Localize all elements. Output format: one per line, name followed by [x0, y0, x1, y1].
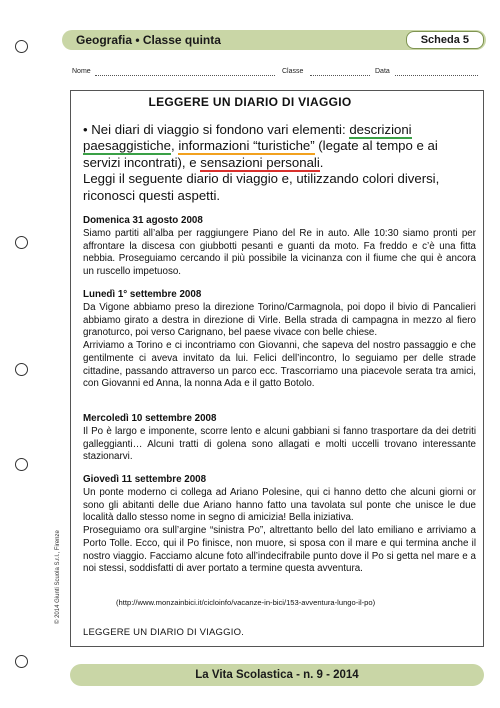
instructions [83, 122, 478, 204]
entry-text [83, 302, 476, 391]
binder-hole [15, 655, 28, 668]
sensazioni-highlight: sensazioni personali [200, 154, 320, 170]
entry-paragraph: Un ponte moderno ci collega ad Ariano Polesine, qui ci hanno detto che alcuni giorni or sono gli abitanti delle due Ariano hanno fatto una tavolata sul ponte che unisce le due località dallo stesso nome in segno di amicizia! Bella iniziativa. [83, 487, 476, 524]
entry-text [83, 487, 476, 576]
footer-bar: La Vita Scolastica - n. 9 - 2014 [70, 664, 484, 686]
entry-text [83, 228, 476, 279]
date-label: Data [375, 68, 390, 75]
class-label: Classe [282, 68, 304, 75]
header-bar [62, 30, 486, 50]
entry-paragraph: Arriviamo a Torino e ci incontriamo con Giovanni, che sapeva del nostro passaggio e che gentilmente ci aveva invitato da lui. Felici dell’incontro, lo seguiamo per delle strade cittadine, passando attraverso un parco ecc. Trascorriamo una piacevole serata tra amici, con Giovanni ed Anna, la nonna Ada e il gatto Botolo. [83, 340, 476, 390]
answer-line: LEGGERE UN DIARIO DI VIAGGIO. [83, 627, 244, 638]
entry-paragraph: Proseguiamo ora sull’argine “sinistra Po”, altrettanto bello del lato emiliano e arriviamo a Porto Tolle. Ecco, qui il Po finisce, non muore, si sposa con il mare e qui termina anche il nostro viaggio. Facciamo alcune foto all’indecifrabile punto dove il Po si getta nel mare e a noi stessi, soddisfatti di aver portato a termine questa avventura. [83, 525, 476, 575]
page-title: LEGGERE UN DIARIO DI VIAGGIO [148, 95, 352, 109]
subject-label: Geografia • Classe quinta [76, 33, 221, 47]
entry-paragraph: Da Vigone abbiamo preso la direzione Torino/Carmagnola, poi dopo il bivio di Pancalieri abbiamo girato a destra in direzione di Virle. Bella strada di campagna in mezzo al fiero granoturco, poi verso Carignano, bel paese vivace con belle chiese. [83, 302, 476, 339]
intro-separator: , [170, 138, 179, 154]
entry-date: Lunedì 1° settembre 2008 [83, 289, 202, 300]
entry-date: Mercoledì 10 settembre 2008 [83, 413, 217, 424]
entry-date: Domenica 31 agosto 2008 [83, 215, 203, 226]
name-field[interactable] [95, 75, 275, 76]
sheet-badge: Scheda 5 [406, 31, 484, 49]
entry-text [83, 426, 476, 464]
intro-text: • Nei diari di viaggio si fondono vari elementi: [83, 122, 350, 137]
name-label: Nome [72, 68, 91, 75]
informazioni-highlight: informazioni “turistiche” [178, 138, 315, 154]
intro-text: . [319, 154, 324, 170]
entry-date: Giovedì 11 settembre 2008 [83, 474, 207, 485]
copyright-notice: © 2014 Giunti Scuola S.r.l., Firenze [55, 530, 61, 624]
intro-text: (legate al tempo e ai servizi incontrati), e [83, 138, 438, 170]
student-info-line [70, 68, 480, 80]
date-field[interactable] [395, 75, 478, 76]
class-field[interactable] [310, 75, 370, 76]
binder-hole [15, 363, 28, 376]
binder-hole [15, 40, 28, 53]
binder-hole [15, 236, 28, 249]
binder-hole [15, 458, 28, 471]
entry-paragraph: Siamo partiti all’alba per raggiungere Piano del Re in auto. Alle 10:30 siamo pronti per affrontare la discesa con giubbotti pesanti e guanti da moto. Fa freddo e c’è una fitta nebbia. Proseguiamo cercando il più possibile la vicinanza con il fiume che qui è ancora un ruscello impetuoso. [83, 228, 476, 278]
descrizioni-highlight: descrizioni paesaggistiche [83, 122, 412, 154]
entry-paragraph: Il Po è largo e imponente, scorre lento e alcuni gabbiani si fanno trasportare da dei detriti galleggianti… Alcuni tratti di golena sono allagati e molti uccelli trovano interessante stazionarvi. [83, 426, 476, 463]
instruction-text: Leggi il seguente diario di viaggio e, utilizzando colori diversi, riconosci questi aspetti. [83, 171, 440, 203]
source-link[interactable]: (http://www.monzainbici.it/cicloinfo/vacanze-in-bici/153-avventura-lungo-il-po) [116, 598, 376, 607]
